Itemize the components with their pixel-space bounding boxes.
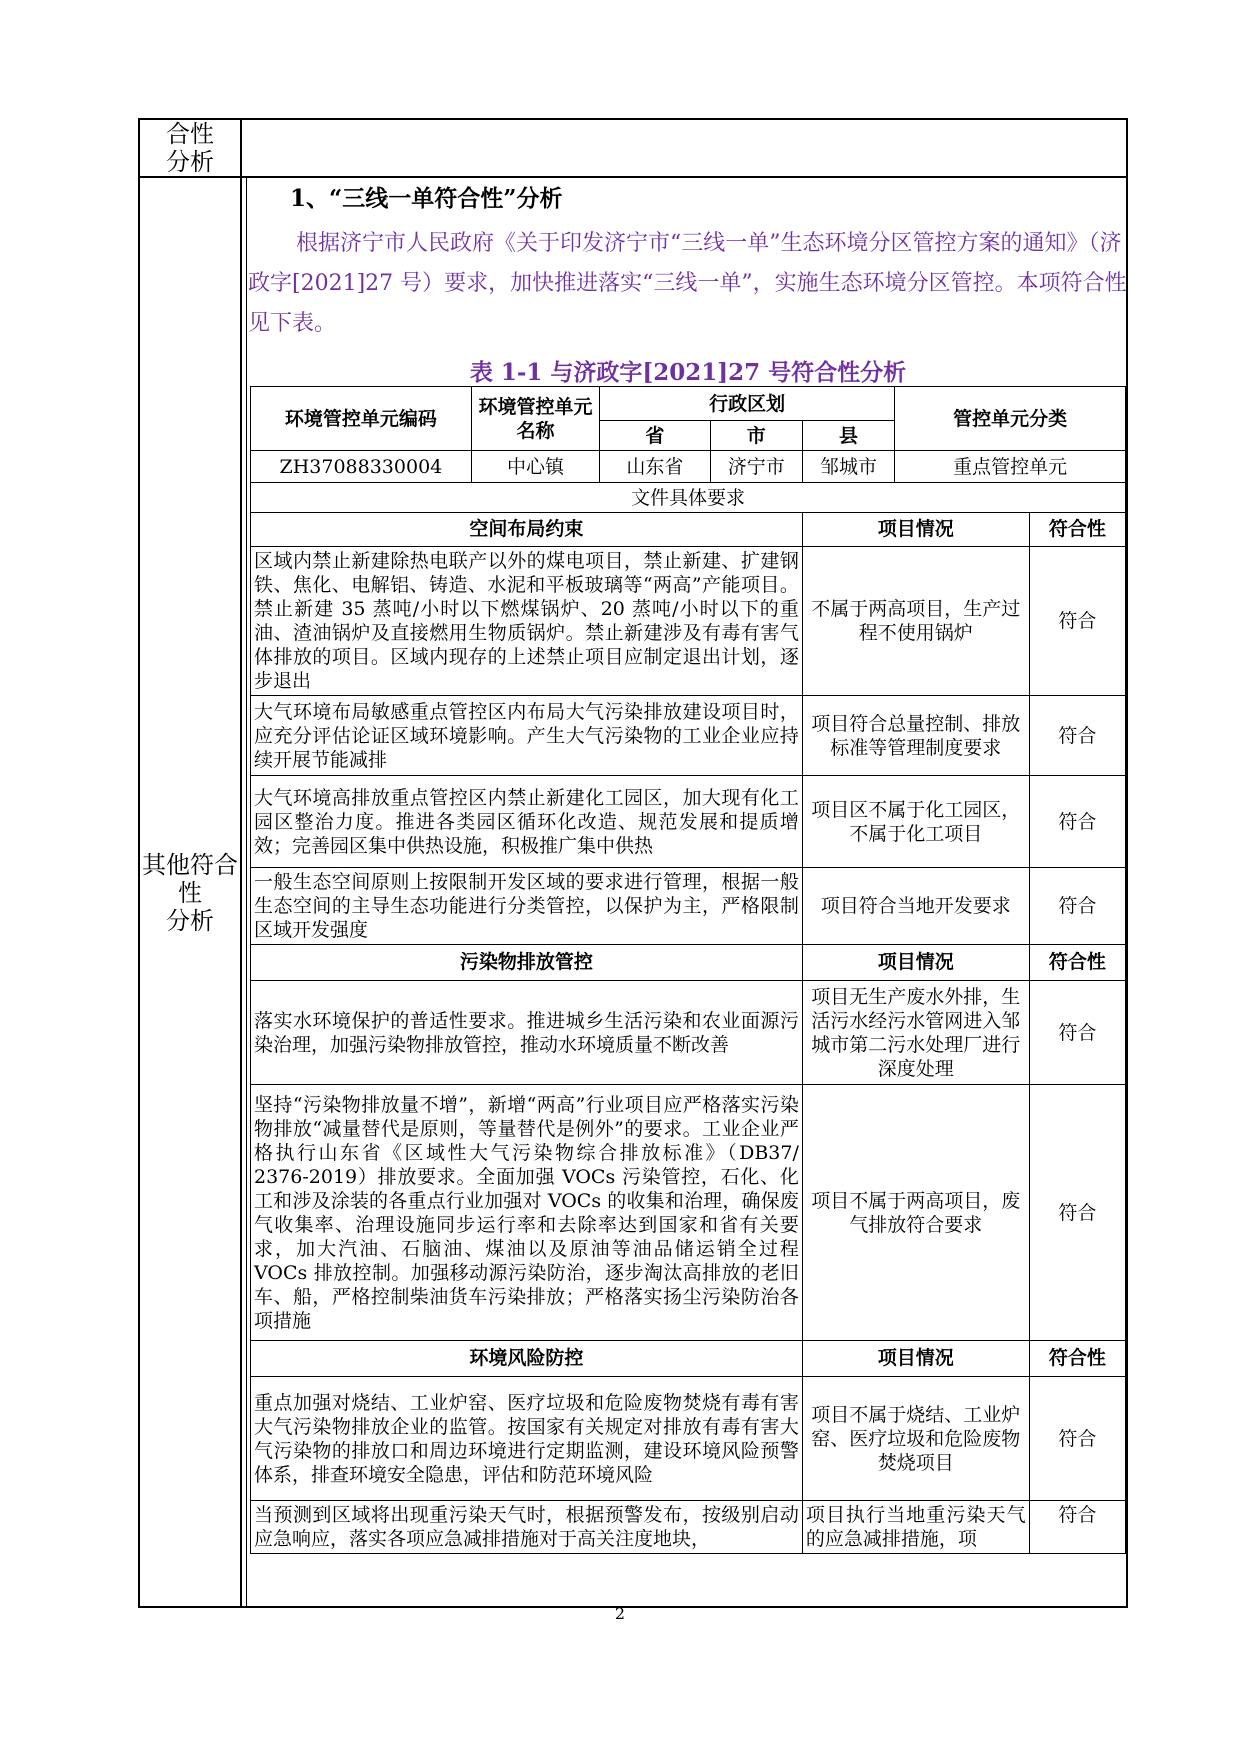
result-cell: 符合 [1029,776,1125,868]
side-label: 其他符合 性 分析 [142,851,238,935]
unit-name: 中心镇 [471,451,599,483]
unit-category: 重点管控单元 [895,451,1126,483]
requirement-cell: 区域内禁止新建除热电联产以外的煤电项目，禁止新建、扩建钢铁、焦化、电解铝、铸造、水泥和平板玻璃等“两高”产能项目。禁止新建 35 蒸吨/小时以下燃煤锅炉、20 蒸吨/小时以下的重油、渣油锅炉及直接燃用生物质锅炉。禁止新建涉及有毒有害气体排放的项目。区域内现存的上述禁止项目应制定退出计划，逐步退出 [251,547,803,696]
result-cell: 符合 [1029,1377,1125,1501]
status-cell: 项目无生产废水外排，生活污水经污水管网进入邹城市第二污水处理厂进行深度处理 [802,981,1029,1085]
requirement-cell: 大气环境高排放重点管控区内禁止新建化工园区，加大现有化工园区整治力度。推进各类园区循环化改造、规范发展和提质增效；完善园区集中供热设施，积极推广集中供热 [251,776,803,868]
section-title: 空间布局约束 [251,513,803,547]
result-cell: 符合 [1029,1501,1125,1554]
unit-province: 山东省 [600,451,710,483]
status-cell: 项目不属于两高项目，废气排放符合要求 [802,1085,1029,1341]
content-left-border [246,176,247,1608]
status-header: 项目情况 [802,1341,1029,1377]
result-cell: 符合 [1029,696,1125,776]
section-title: 环境风险防控 [251,1341,803,1377]
result-cell: 符合 [1029,868,1125,945]
result-cell: 符合 [1029,1085,1125,1341]
status-header: 项目情况 [802,945,1029,981]
requirement-cell: 坚持“污染物排放量不增”，新增“两高”行业项目应严格落实污染物排放“减量替代是原则，等量替代是例外”的要求。工业企业严格执行山东省《区域性大气污染物综合排放标准》（DB37/ 2376-2019）排放要求。全面加强 VOCs 污染管控，石化、化工和涉及涂装的各重点行业加强对 VOCs 的收集和治理，确保废气收集率、治理设施同步运行率和去除率达到国家和省有关要求，加大汽油、石脑油、煤油以及原油等油品储运销全过程 VOCs 排放控制。加强移动源污染防治，逐步淘汰高排放的老旧车、船，严格控制柴油货车污染排放；严格落实扬尘污染防治各项措施 [251,1085,803,1341]
section-title: 污染物排放管控 [251,945,803,981]
status-cell: 项目执行当地重污染天气的应急减排措施，项 [802,1501,1029,1554]
header-category: 管控单元分类 [895,387,1126,451]
header-unit-code: 环境管控单元编码 [251,387,472,451]
status-cell: 项目符合当地开发要求 [802,868,1029,945]
top-row-divider [138,176,1128,178]
requirement-cell: 大气环境布局敏感重点管控区内布局大气污染排放建设项目时，应充分评估论证区域环境影响。产生大气污染物的工业企业应持续开展节能减排 [251,696,803,776]
compliance-header: 符合性 [1029,513,1125,547]
top-label: 合性 分析 [166,120,214,176]
status-header: 项目情况 [802,513,1029,547]
file-requirements-label: 文件具体要求 [251,483,1126,513]
header-admin-region: 行政区划 [600,387,895,421]
compliance-table [250,386,1126,1554]
status-cell: 项目不属于烧结、工业炉窑、医疗垃圾和危险废物焚烧项目 [802,1377,1029,1501]
status-cell: 项目符合总量控制、排放标准等管理制度要求 [802,696,1029,776]
label-column-divider [240,118,242,1608]
header-county: 县 [802,421,894,451]
header-city: 市 [710,421,802,451]
compliance-header: 符合性 [1029,1341,1125,1377]
requirement-cell: 落实水环境保护的普适性要求。推进城乡生活污染和农业面源污染治理，加强污染物排放管控，推动水环境质量不断改善 [251,981,803,1085]
header-province: 省 [600,421,710,451]
intro-paragraph: 根据济宁市人民政府《关于印发济宁市“三线一单”生态环境分区管控方案的通知》（济政字[2021]27 号）要求，加快推进落实“三线一单”，实施生态环境分区管控。本项符合性见下表。 [248,231,1127,336]
requirement-cell: 重点加强对烧结、工业炉窑、医疗垃圾和危险废物焚烧有毒有害大气污染物排放企业的监管。按国家有关规定对排放有毒有害大气污染物的排放口和周边环境进行定期监测，建设环境风险预警体系，排查环境安全隐患，评估和防范环境风险 [251,1377,803,1501]
header-unit-name: 环境管控单元名称 [471,387,599,451]
unit-city: 济宁市 [710,451,802,483]
status-cell: 项目区不属于化工园区，不属于化工项目 [802,776,1029,868]
compliance-header: 符合性 [1029,945,1125,981]
unit-county: 邹城市 [802,451,894,483]
result-cell: 符合 [1029,981,1125,1085]
requirement-cell: 一般生态空间原则上按限制开发区域的要求进行管理，根据一般生态空间的主导生态功能进行分类管控，以保护为主，严格限制区域开发强度 [251,868,803,945]
requirement-cell: 当预测到区域将出现重污染天气时，根据预警发布，按级别启动应急响应，落实各项应急减排措施对于高关注度地块， [251,1501,803,1554]
table-caption: 表 1-1 与济政字[2021]27 号符合性分析 [469,359,907,386]
status-cell: 不属于两高项目，生产过程不使用锅炉 [802,547,1029,696]
section-heading: 1、“三线一单符合性”分析 [290,185,563,212]
result-cell: 符合 [1029,547,1125,696]
unit-code: ZH37088330004 [251,451,472,483]
page-number: 2 [614,1604,626,1623]
